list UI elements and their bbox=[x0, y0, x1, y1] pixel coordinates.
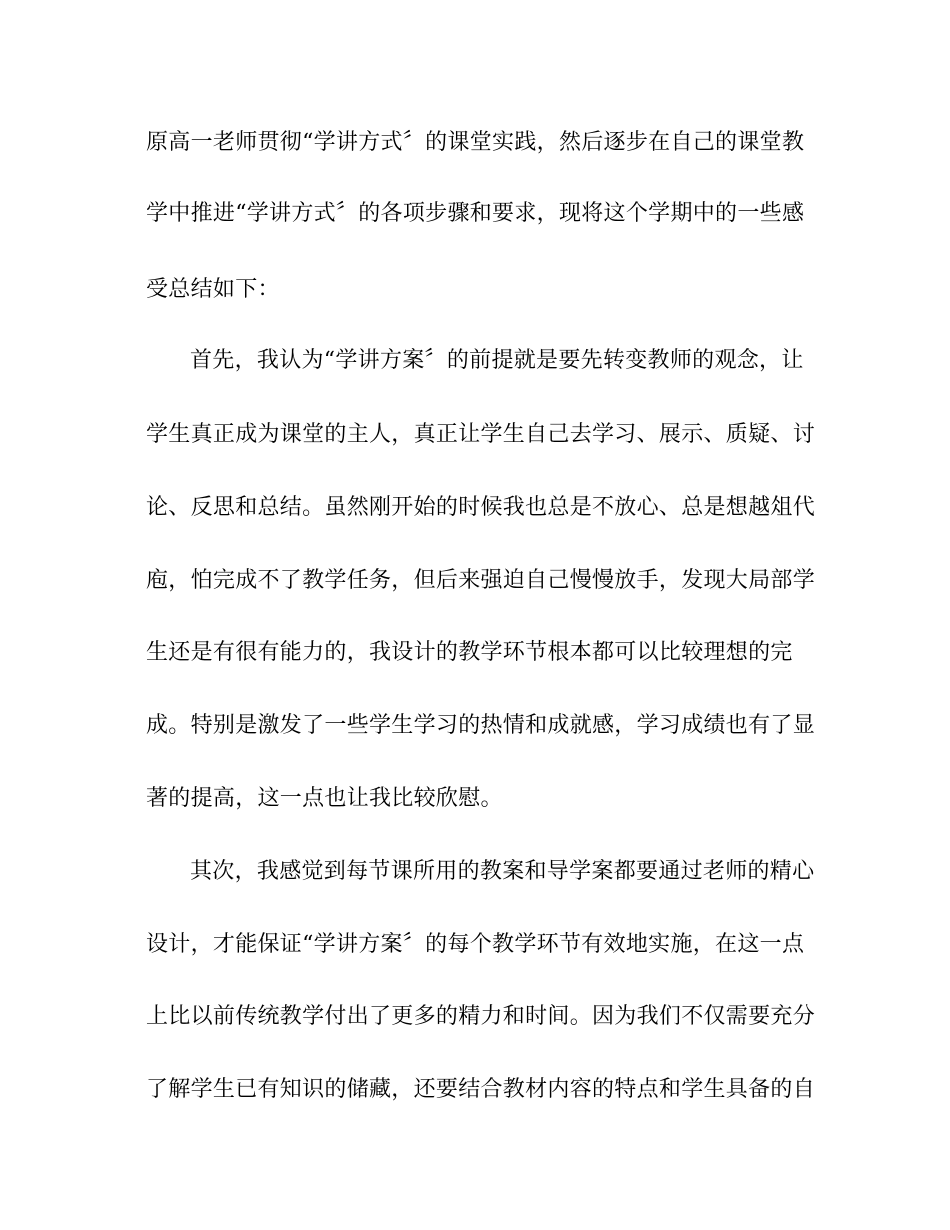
text-line: 受总结如下： bbox=[146, 277, 280, 302]
text-line: 生还是有很有能力的，我设计的教学环节根本都可以比较理想的完 bbox=[146, 640, 793, 665]
text-line: 成。特别是激发了一些学生学习的热情和成就感，学习成绩也有了显 bbox=[146, 713, 816, 738]
text-line: 上比以前传统教学付出了更多的精力和时间。因为我们不仅需要充分 bbox=[146, 1004, 816, 1029]
text-line: 论、反思和总结。虽然刚开始的时候我也总是不放心、总是想越俎代 bbox=[146, 495, 816, 520]
text-line: 学生真正成为课堂的主人，真正让学生自己去学习、展示、质疑、讨 bbox=[146, 422, 816, 447]
paragraph-first-line: 首先，我认为“学讲方案〞的前提就是要先转变教师的观念，让 bbox=[190, 348, 804, 373]
paragraph-first-line: 其次，我感觉到每节课所用的教案和导学案都要通过老师的精心 bbox=[190, 859, 815, 884]
text-line: 原高一老师贯彻“学讲方式〞的课堂实践，然后逐步在自己的课堂教 bbox=[146, 130, 805, 155]
text-line: 了解学生已有知识的储藏，还要结合教材内容的特点和学生具备的自 bbox=[146, 1077, 816, 1102]
text-line: 庖，怕完成不了教学任务，但后来强迫自己慢慢放手，发现大局部学 bbox=[146, 568, 816, 593]
text-line: 设计，才能保证“学讲方案〞的每个教学环节有效地实施，在这一点 bbox=[146, 932, 805, 957]
text-line: 著的提高，这一点也让我比较欣慰。 bbox=[146, 786, 503, 811]
text-line: 学中推进“学讲方式〞的各项步骤和要求，现将这个学期中的一些感 bbox=[146, 201, 805, 226]
